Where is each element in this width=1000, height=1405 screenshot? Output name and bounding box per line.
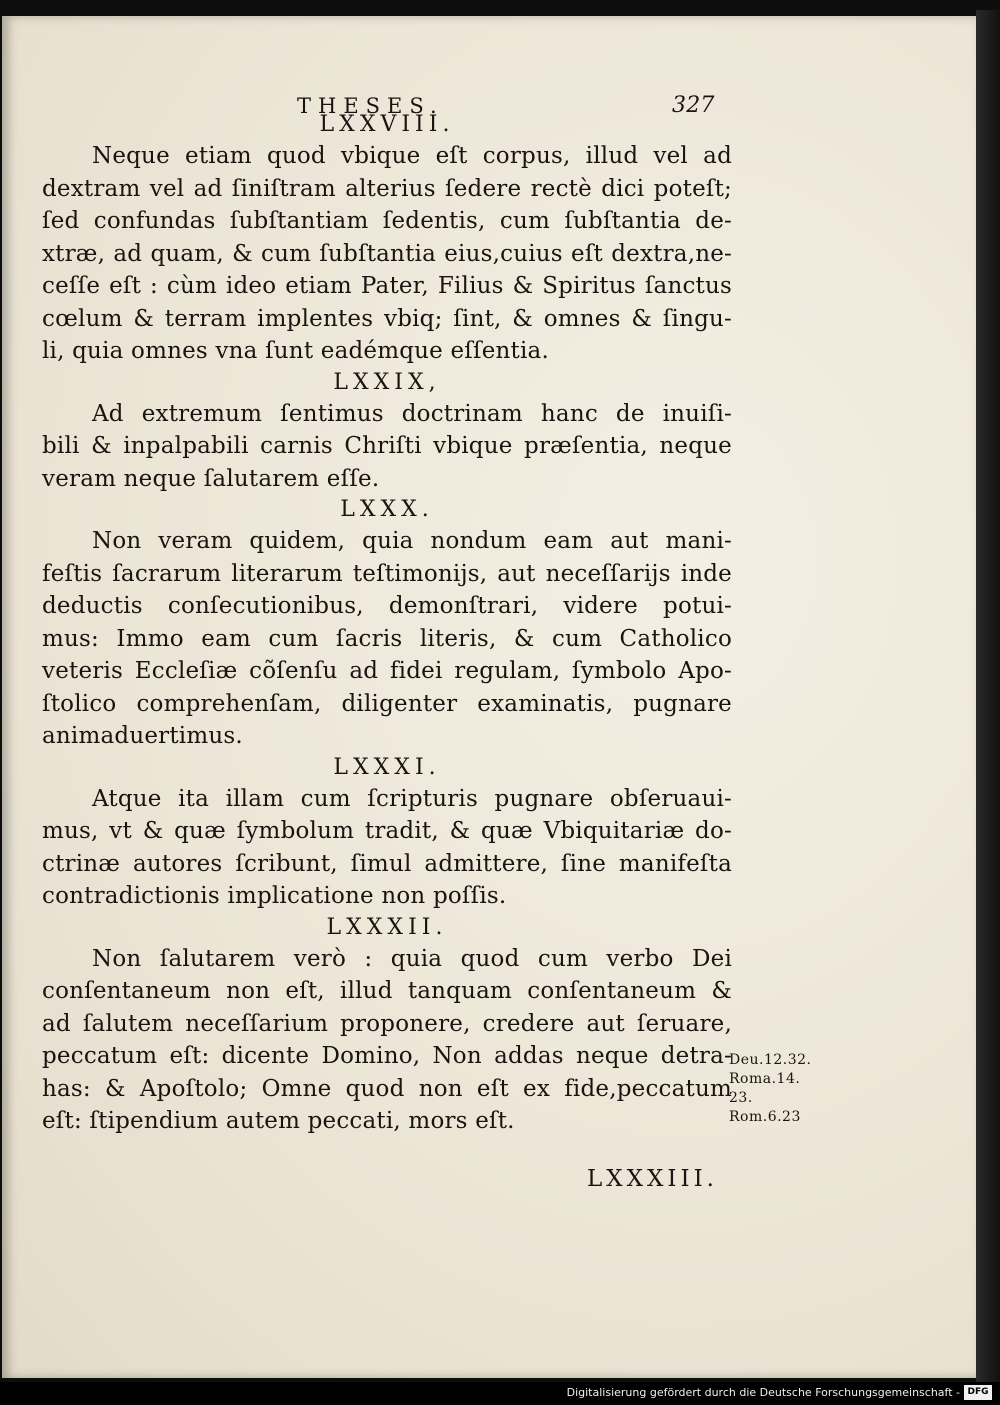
text-line: bili & inpalpabili carnis Chriſti vbique præſentia, neque bbox=[42, 433, 732, 459]
book-page bbox=[2, 16, 976, 1378]
thesis-79 bbox=[42, 368, 732, 496]
text-line: deductis conſecutionibus, demonſtrari, videre potui- bbox=[42, 593, 732, 619]
text-line: dextram vel ad ſiniſtram alterius ſedere rectè dici poteſt; bbox=[42, 175, 732, 202]
text-line: ceſſe eſt : cùm ideo etiam Pater, Filius & Spiritus ſanctus bbox=[42, 273, 732, 299]
text-line: mus, vt & quæ ſymbolum tradit, & quæ Vbiquitariæ do- bbox=[42, 818, 732, 844]
dfg-logo: DFG bbox=[964, 1385, 992, 1400]
text-line: Neque etiam quod vbique eſt corpus, illud vel ad bbox=[92, 143, 732, 169]
text-line: feſtis ſacrarum literarum teſtimonijs, aut neceſſarijs inde bbox=[42, 560, 732, 587]
thesis-number: LXXXI. bbox=[333, 754, 441, 780]
thesis-number: LXXVIII. bbox=[319, 112, 455, 137]
text-line: has: & Apoſtolo; Omne quod non eſt ex fide,peccatum bbox=[42, 1075, 732, 1102]
text-line: li, quia omnes vna ſunt eadémque eſſentia. bbox=[42, 338, 549, 364]
text-line: peccatum eſt: dicente Domino, Non addas neque detra- bbox=[42, 1043, 732, 1069]
thesis-number: LXXIX, bbox=[333, 369, 441, 395]
margin-note: Deu.12.32. bbox=[729, 1052, 812, 1068]
text-line: ſed confundas ſubſtantiam ſedentis, cum ſubſtantia de- bbox=[42, 208, 732, 234]
margin-note: Rom.6.23 bbox=[729, 1109, 801, 1125]
thesis-number: LXXXII. bbox=[326, 914, 448, 940]
text-area bbox=[42, 76, 732, 1138]
thesis-number: LXXX. bbox=[340, 497, 434, 522]
margin-note: Roma.14. bbox=[729, 1071, 801, 1087]
margin-notes bbox=[729, 1051, 829, 1127]
text-line: conſentaneum non eſt, illud tanquam conſentaneum & bbox=[42, 978, 732, 1004]
footer-credit: Digitalisierung gefördert durch die Deutsche Forschungsgemeinschaft - bbox=[566, 1386, 960, 1399]
text-line: Ad extremum ſentimus doctrinam hanc de inuiſi- bbox=[92, 400, 732, 427]
text-line: veteris Eccleſiæ cõſenſu ad fidei regulam, ſymbolo Apo- bbox=[42, 658, 732, 684]
running-head bbox=[42, 76, 732, 118]
catchword: LXXXIII. bbox=[587, 1166, 718, 1192]
text-line: ad ſalutem neceſſarium proponere, credere aut ſeruare, bbox=[42, 1010, 732, 1037]
text-line: Non ſalutarem verò : quia quod cum verbo Dei bbox=[92, 945, 732, 972]
text-line: ſtolico comprehenſam, diligenter examinatis, pugnare bbox=[42, 690, 732, 717]
text-line: ctrinæ autores ſcribunt, ſimul admittere, ſine manifeſta bbox=[42, 850, 732, 877]
text-line: cœlum & terram implentes vbiq; ſint, & omnes & ſingu- bbox=[42, 305, 732, 332]
thesis-81 bbox=[42, 753, 732, 913]
text-line: Non veram quidem, quia nondum eam aut mani- bbox=[92, 528, 732, 554]
thesis-80 bbox=[42, 495, 732, 753]
text-line: xtræ, ad quam, & cum ſubſtantia eius,cuius eſt dextra,ne- bbox=[42, 240, 732, 267]
margin-note: 23. bbox=[729, 1090, 753, 1106]
text-line: animaduertimus. bbox=[42, 723, 243, 749]
text-line: contradictionis implicatione non poſſis. bbox=[42, 883, 507, 909]
text-line: veram neque ſalutarem eſſe. bbox=[42, 465, 380, 492]
footer-bar bbox=[0, 1382, 1000, 1405]
thesis-82 bbox=[42, 913, 732, 1138]
text-line: eſt: ſtipendium autem peccati, mors eſt. bbox=[42, 1108, 515, 1134]
text-line: mus: Immo eam cum ſacris literis, & cum Catholico bbox=[42, 625, 732, 652]
text-line: Atque ita illam cum ſcripturis pugnare obſeruaui- bbox=[92, 785, 732, 812]
running-title: THESES. bbox=[297, 94, 444, 118]
thesis-78 bbox=[42, 110, 732, 368]
page-edge bbox=[976, 10, 1000, 1382]
page-number: 327 bbox=[672, 93, 715, 118]
